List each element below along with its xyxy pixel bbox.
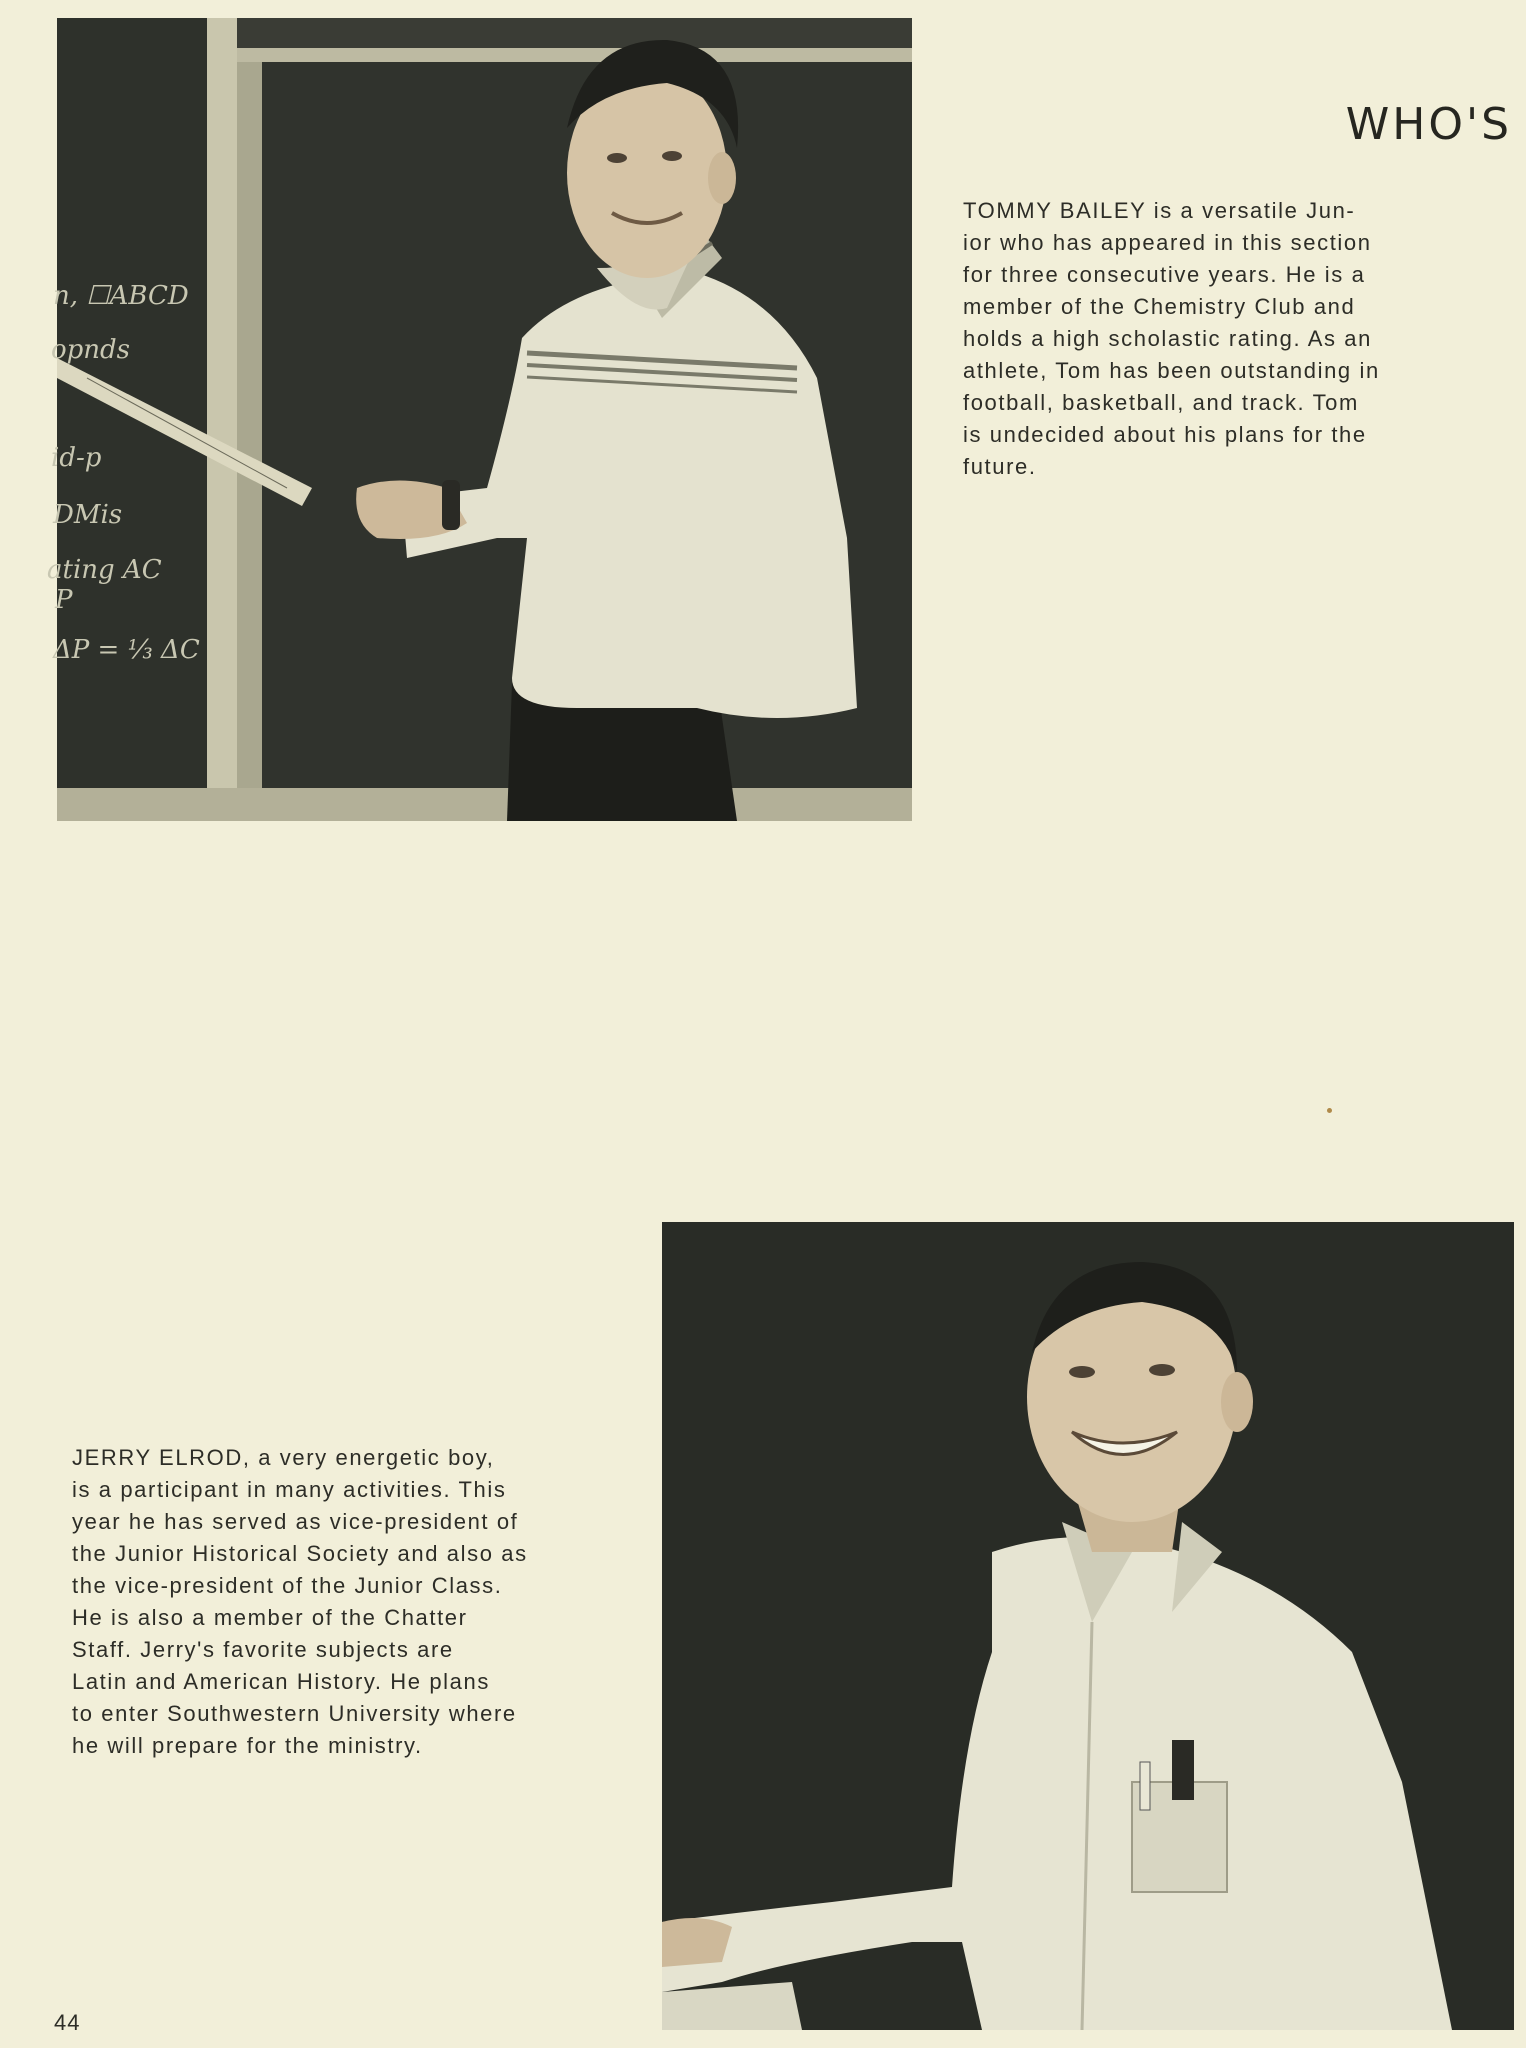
page-number: 44	[54, 2010, 81, 2035]
profile-line: Staff. Jerry's favorite subjects are	[72, 1637, 454, 1662]
profile-line: to enter Southwestern University where	[72, 1701, 517, 1726]
photo-tommy-bailey	[47, 18, 912, 821]
profile-line: football, basketball, and track. Tom	[963, 390, 1359, 415]
profile-line: holds a high scholastic rating. As an	[963, 326, 1372, 351]
profile-line: Latin and American History. He plans	[72, 1669, 490, 1694]
profile-line: he will prepare for the ministry.	[72, 1733, 423, 1758]
photo-jerry-illustration	[662, 1222, 1514, 2030]
chalk-line-6: P	[55, 585, 73, 615]
profile-text-tommy	[963, 195, 1503, 483]
chalk-line-7: ΔP = ⅓ ΔC	[53, 635, 200, 665]
chalk-line-5: ating AC	[47, 555, 162, 585]
profile-line: the vice-president of the Junior Class.	[72, 1573, 503, 1598]
print-speck	[1327, 1108, 1332, 1113]
profile-line: year he has served as vice-president of	[72, 1509, 519, 1534]
profile-line: ior who has appeared in this section	[963, 230, 1372, 255]
profile-line: athlete, Tom has been outstanding in	[963, 358, 1380, 383]
profile-line: member of the Chemistry Club and	[963, 294, 1356, 319]
profile-line: TOMMY BAILEY is a versatile Jun-	[963, 198, 1356, 223]
profile-line: for three consecutive years. He is a	[963, 262, 1366, 287]
profile-line: future.	[963, 454, 1037, 479]
chalk-line-1: n, ☐ABCD	[53, 281, 189, 311]
chalk-line-3: id-p	[51, 443, 102, 473]
profile-text-jerry	[72, 1442, 632, 1762]
profile-line: JERRY ELROD, a very energetic boy,	[72, 1445, 495, 1470]
page-heading: WHO'S	[1345, 99, 1512, 151]
chalk-line-4: DMis	[53, 500, 123, 530]
profile-line: He is also a member of the Chatter	[72, 1605, 468, 1630]
photo-tommy-illustration	[47, 18, 912, 821]
chalk-line-2: opnds	[51, 335, 131, 365]
profile-line: is undecided about his plans for the	[963, 422, 1367, 447]
profile-line: the Junior Historical Society and also as	[72, 1541, 528, 1566]
profile-line: is a participant in many activities. This	[72, 1477, 507, 1502]
photo-jerry-elrod	[662, 1222, 1514, 2030]
